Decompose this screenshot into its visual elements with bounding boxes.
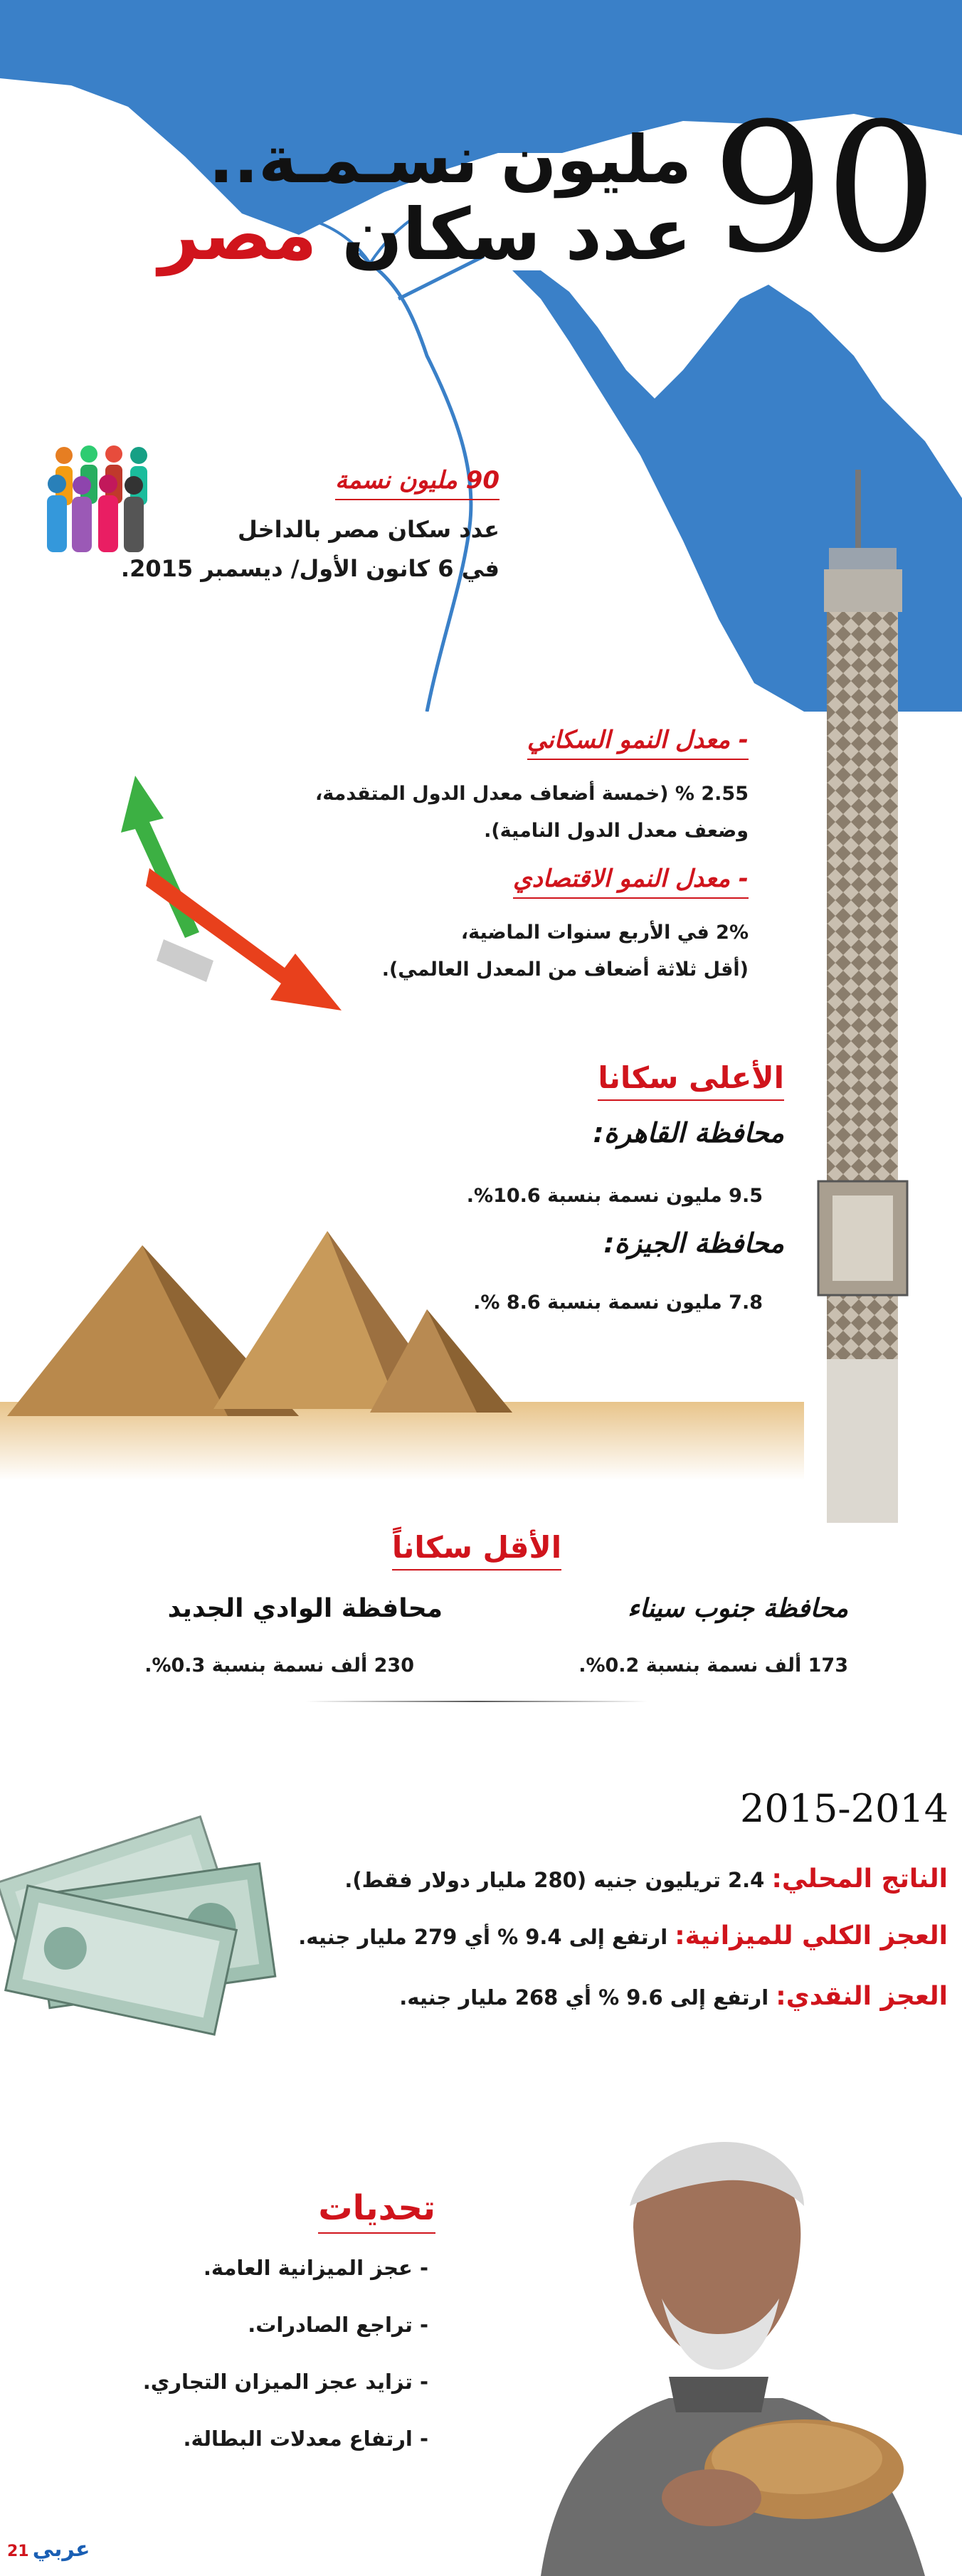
most-populated-title	[598, 1060, 784, 1101]
new-valley-value: 230 ألف نسمة بنسبة 0.3%.	[144, 1654, 414, 1677]
cash-deficit-value: ارتفع إلى 9.6 % أي 268 مليار جنيه.	[399, 1985, 776, 2010]
header-line2	[159, 192, 692, 278]
man-with-bread-image	[498, 2142, 962, 2576]
challenge-item-3: - تزايد عجز الميزان التجاري.	[142, 2370, 428, 2394]
challenge-item-4: - ارتفاع معدلات البطالة.	[183, 2427, 428, 2451]
gdp-label: الناتج المحلي:	[771, 1864, 948, 1894]
header-number: 90	[712, 85, 939, 292]
econ-growth-title	[513, 865, 749, 899]
econ-growth-line2: (أقل ثلاثة أضعاف من المعدل العالمي).	[381, 959, 749, 981]
cash-deficit-line	[399, 1982, 948, 2011]
pop-growth-title	[527, 726, 749, 760]
population-title-number: 90	[465, 466, 500, 495]
cash-deficit-label: العجز النقدي:	[776, 1982, 948, 2011]
brand-logo-mark: 21	[7, 2543, 29, 2560]
south-sinai-name: محافظة جنوب سيناء	[628, 1594, 848, 1623]
people-group-icon	[43, 441, 171, 562]
challenges-title	[318, 2188, 435, 2234]
challenge-item-2: - تراجع الصادرات.	[248, 2313, 428, 2337]
pop-growth-line1: 2.55 % (خمسة أضعاف معدل الدول المتقدمة،	[315, 783, 749, 805]
population-line2: في 6 كانون الأول/ ديسمبر 2015.	[120, 555, 500, 582]
new-valley-name: محافظة الوادي الجديد	[167, 1594, 443, 1623]
cairo-tower-image	[804, 470, 925, 1523]
deficit-line	[298, 1921, 948, 1951]
least-populated-title-text: الأقل سكاناً	[392, 1530, 561, 1571]
gdp-line	[344, 1864, 948, 1894]
deficit-label: العجز الكلي للميزانية:	[675, 1921, 948, 1951]
header-line2-prefix: عدد سكان	[317, 193, 692, 276]
least-populated-title	[313, 1530, 640, 1571]
header-line1: مليون نسـمـة..	[208, 122, 692, 198]
gdp-value: 2.4 تريليون جنيه (280 مليار دولار فقط).	[344, 1868, 772, 1892]
cairo-gov-name: محافظة القاهرة:	[593, 1117, 784, 1149]
header-line2-highlight: مصر	[158, 193, 317, 276]
cairo-gov-value: 9.5 مليون نسمة بنسبة 10.6%.	[466, 1185, 763, 1207]
south-sinai-value: 173 ألف نسمة بنسبة 0.2%.	[578, 1654, 848, 1677]
econ-growth-title-text: - معدل النمو الاقتصادي	[513, 865, 749, 899]
least-populated-divider	[306, 1701, 648, 1702]
most-populated-title-text: الأعلى سكانا	[598, 1060, 784, 1101]
challenge-item-1: - عجز الميزانية العامة.	[203, 2256, 428, 2280]
pop-growth-line2: وضعف معدل الدول النامية).	[484, 820, 749, 842]
giza-gov-value: 7.8 مليون نسمة بنسبة 8.6 %.	[473, 1292, 763, 1314]
challenges-title-text: تحديات	[318, 2188, 435, 2234]
population-line1: عدد سكان مصر بالداخل	[238, 516, 500, 543]
banknotes-image	[0, 1793, 313, 2078]
deficit-value: ارتفع إلى 9.4 % أي 279 مليار جنيه.	[298, 1925, 675, 1949]
pyramids-image	[0, 1203, 804, 1480]
giza-gov-name: محافظة الجيزة:	[603, 1228, 784, 1259]
brand-logo	[7, 2537, 90, 2562]
pop-growth-title-text: - معدل النمو السكاني	[527, 726, 749, 760]
population-title-word: مليون نسمة	[335, 466, 458, 495]
economy-year: 2015-2014	[740, 1786, 949, 1831]
brand-logo-name: عربي	[32, 2537, 90, 2562]
econ-growth-line1: 2% في الأربع سنوات الماضية،	[460, 922, 749, 944]
population-title-text	[335, 466, 500, 500]
population-title	[335, 466, 500, 500]
